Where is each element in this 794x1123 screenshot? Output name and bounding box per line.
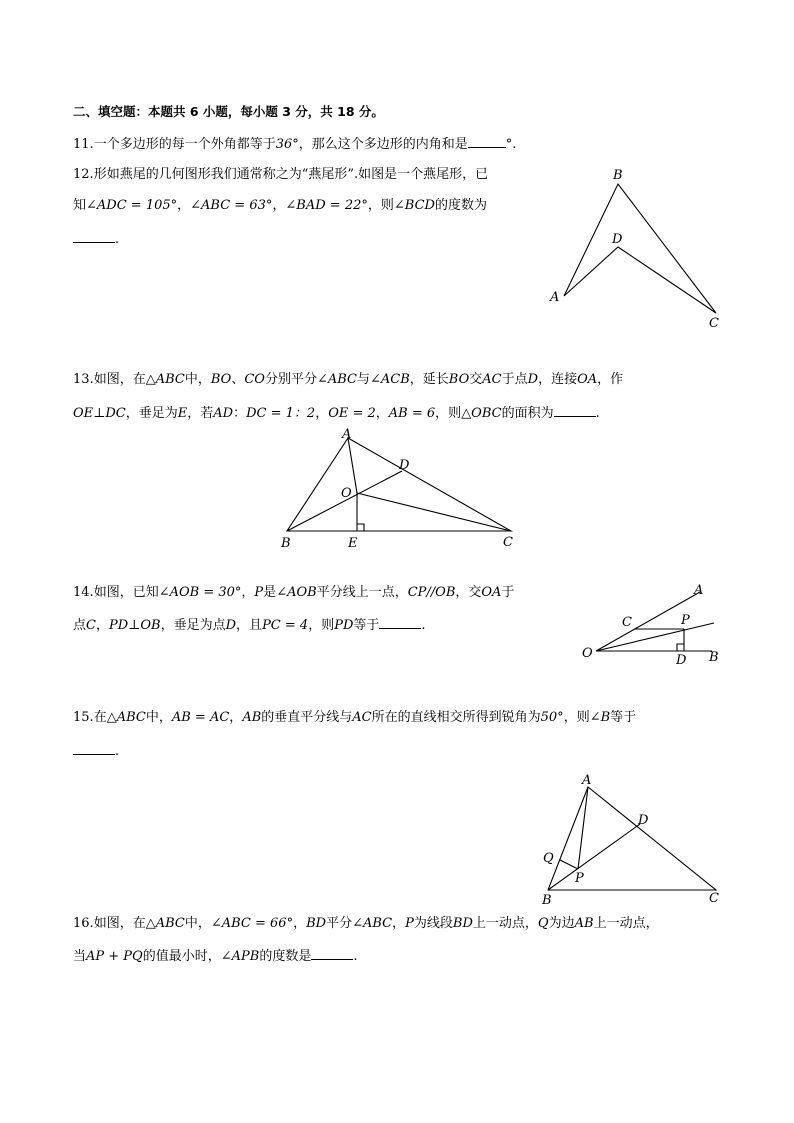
q16-var: AB	[574, 916, 594, 931]
fig16-label-q: Q	[543, 851, 554, 866]
figure-13-segment-oa	[348, 438, 357, 493]
q11-math: 36°	[275, 137, 299, 152]
figure-13-segment-oc	[357, 493, 511, 531]
q11-text: °.	[505, 137, 517, 152]
q15-var: AB	[242, 710, 262, 725]
fig13-label-d: D	[399, 458, 410, 473]
q14-text: .	[421, 618, 426, 633]
q16-math: △ABC	[145, 916, 185, 931]
q14-text: 如图，已知	[93, 585, 159, 600]
figure-13-triangle	[287, 438, 511, 531]
q13-var: AC	[482, 372, 502, 387]
q12-math: ∠ABC = 63°	[190, 198, 273, 213]
q13-text: 与	[356, 372, 370, 387]
fig16-label-b: B	[542, 893, 552, 908]
fig14-label-a: A	[694, 583, 704, 598]
q16-text: 为边	[548, 916, 575, 931]
fig13-label-a: A	[342, 427, 352, 442]
q14-text: ，则	[308, 618, 335, 633]
q15-text: 在	[93, 710, 107, 725]
figure-16-triangle-abc	[548, 787, 716, 890]
q13-text: ，连接	[538, 372, 578, 387]
q12-text: ，则	[367, 198, 394, 213]
q13-text: ，则	[435, 406, 462, 421]
q13-math: OE⊥DC	[73, 406, 126, 421]
q16-math: AP + PQ	[86, 949, 143, 964]
q13-var: BO	[210, 372, 232, 387]
q15-text: 中，	[145, 710, 172, 725]
fig12-label-b: B	[613, 168, 623, 183]
fig13-label-c: C	[503, 535, 513, 550]
q15-text: ，则	[563, 710, 590, 725]
q14-math: ∠AOB = 30°	[158, 585, 242, 600]
q14-math: ∠AOB	[276, 585, 317, 600]
q16-text: 上一动点，	[472, 916, 538, 931]
q14-text: ，	[241, 585, 255, 600]
q13-number: 13.	[73, 372, 94, 387]
q14-number: 14.	[73, 585, 94, 600]
q14-var: D	[225, 618, 237, 633]
q14-text: 是	[263, 585, 277, 600]
q12-text: ，	[272, 198, 286, 213]
figure-16-triangle	[548, 787, 716, 890]
q13-text: 交	[469, 372, 483, 387]
figure-13-triangle-abc	[287, 438, 511, 531]
fig14-label-p: P	[681, 613, 690, 628]
q14-text: 平分线上一点，	[316, 585, 408, 600]
q16-number: 16.	[73, 916, 94, 931]
q15-text: 的垂直平分线与	[261, 710, 353, 725]
q15-text: 等于	[610, 710, 637, 725]
q14-text: 等于	[353, 618, 380, 633]
q11-text: ，那么这个多边形的内角和是	[298, 137, 468, 152]
fig14-label-b: B	[709, 650, 719, 665]
q14-text: 点	[73, 618, 87, 633]
q14-text: ，交	[455, 585, 482, 600]
q14-text: ，且	[236, 618, 263, 633]
q11-text: 一个多边形的每一个外角都等于	[93, 137, 276, 152]
q14-text: 于	[501, 585, 515, 600]
fig16-label-a: A	[582, 773, 592, 788]
q16-var: BD	[306, 916, 327, 931]
q13-text: ，延长	[409, 372, 449, 387]
q15-number: 15.	[73, 710, 94, 725]
q13-var: D	[527, 372, 539, 387]
q15-text: ，	[229, 710, 243, 725]
figure-14-right-angle-mark	[677, 644, 684, 651]
figure-13-right-angle-mark	[357, 524, 364, 531]
q13-var: CO	[244, 372, 265, 387]
q16-text: 的值最小时，	[142, 949, 221, 964]
q11-number: 11.	[73, 137, 94, 152]
q12-text: ，	[177, 198, 191, 213]
q16-text: 如图，在	[93, 916, 146, 931]
fig13-label-o: O	[341, 486, 352, 501]
q15-text: 所在的直线相交所得到锐角为	[371, 710, 541, 725]
q16-var: P	[405, 916, 414, 931]
q15-math: 50°	[540, 710, 564, 725]
figure-12-dovetail	[564, 184, 716, 313]
q16-text: 的度数是	[259, 949, 312, 964]
q14-math: PC = 4	[262, 618, 309, 633]
q12-math: ∠ADC = 105°	[86, 198, 178, 213]
q14-var: P	[254, 585, 264, 600]
q16-text: 上一动点，	[593, 916, 659, 931]
q14-math: CP//OB	[407, 585, 456, 600]
q14-var: OA	[481, 585, 502, 600]
q13-text: .	[595, 406, 600, 421]
q16-math: ∠ABC	[352, 916, 393, 931]
fig16-label-p: P	[575, 871, 584, 886]
q13-math: AB = 6	[388, 406, 436, 421]
fig14-label-o: O	[582, 646, 593, 661]
q13-math: ∠ACB	[370, 372, 410, 387]
q12-text: 知	[73, 198, 87, 213]
q15-math: ∠B	[589, 710, 611, 725]
fig12-label-a: A	[550, 290, 560, 305]
q14-var: PD	[334, 618, 354, 633]
q16-text: 为线段	[413, 916, 453, 931]
fig13-label-b: B	[281, 536, 291, 551]
fig12-label-c: C	[709, 316, 719, 331]
fig16-label-c: C	[709, 891, 719, 906]
q13-text: 分别平分	[264, 372, 317, 387]
q12-math: ∠BCD	[393, 198, 435, 213]
figure-16-segment-pq	[560, 860, 578, 869]
q13-math: DC = 1：2	[246, 406, 316, 421]
q13-text: ：	[233, 406, 247, 421]
q16-text: 平分	[326, 916, 353, 931]
figure-14-angle	[596, 592, 714, 651]
figure-13-segment-bd	[287, 471, 402, 531]
q13-var: AD	[213, 406, 234, 421]
q16-text: ，	[392, 916, 406, 931]
q13-text: 中，	[184, 372, 211, 387]
fig14-label-d: D	[676, 653, 687, 668]
q13-math: OE = 2	[328, 406, 376, 421]
q14-text: ，	[95, 618, 109, 633]
q16-var: BD	[452, 916, 473, 931]
q13-text: 、	[231, 372, 245, 387]
fig13-label-e: E	[348, 536, 358, 551]
q15-text: .	[115, 744, 120, 759]
q15-math: AB = AC	[171, 710, 230, 725]
q13-text: ，	[315, 406, 329, 421]
q16-math: ∠ABC = 66°	[210, 916, 294, 931]
q12-math: ∠BAD = 22°	[285, 198, 368, 213]
q16-text: 当	[73, 949, 87, 964]
fig14-label-c: C	[622, 615, 632, 630]
q16-var: Q	[537, 916, 549, 931]
q13-text: 的面积为	[501, 406, 554, 421]
q13-text: ，若	[187, 406, 214, 421]
q13-math: △OBC	[461, 406, 502, 421]
figure-12-outline	[564, 184, 716, 313]
fig12-label-d: D	[612, 232, 623, 247]
q13-math: △ABC	[145, 372, 185, 387]
q14-text: ，垂足为点	[160, 618, 226, 633]
q16-math: ∠APB	[220, 949, 260, 964]
q16-text: 中，	[184, 916, 211, 931]
q13-var: E	[177, 406, 188, 421]
q13-var: BO	[448, 372, 470, 387]
q16-text: ，	[293, 916, 307, 931]
figure-14-bisector	[596, 623, 714, 651]
q13-text: 如图，在	[93, 372, 146, 387]
figure-16-segment-bd	[548, 824, 640, 890]
section-heading: 二、填空题：本题共 6 小题，每小题 3 分，共 18 分。	[73, 104, 384, 119]
q16-text: .	[353, 949, 358, 964]
q12-text: 形如燕尾的几何图形我们通常称之为“燕尾形”.如图是一个燕尾形，已	[93, 167, 489, 182]
q13-text: ，垂足为	[125, 406, 178, 421]
q14-var: C	[86, 618, 96, 633]
q14-math: PD⊥OB	[108, 618, 161, 633]
q13-text: ，作	[597, 372, 624, 387]
q12-text: 的度数为	[434, 198, 487, 213]
q12-text: .	[115, 232, 120, 247]
q15-math: △ABC	[106, 710, 146, 725]
q13-text: 于点	[501, 372, 528, 387]
q13-math: ∠ABC	[316, 372, 357, 387]
q13-var: OA	[577, 372, 598, 387]
q12-number: 12.	[73, 167, 94, 182]
q13-text: ，	[375, 406, 389, 421]
fig16-label-d: D	[638, 813, 649, 828]
q15-var: AC	[352, 710, 372, 725]
